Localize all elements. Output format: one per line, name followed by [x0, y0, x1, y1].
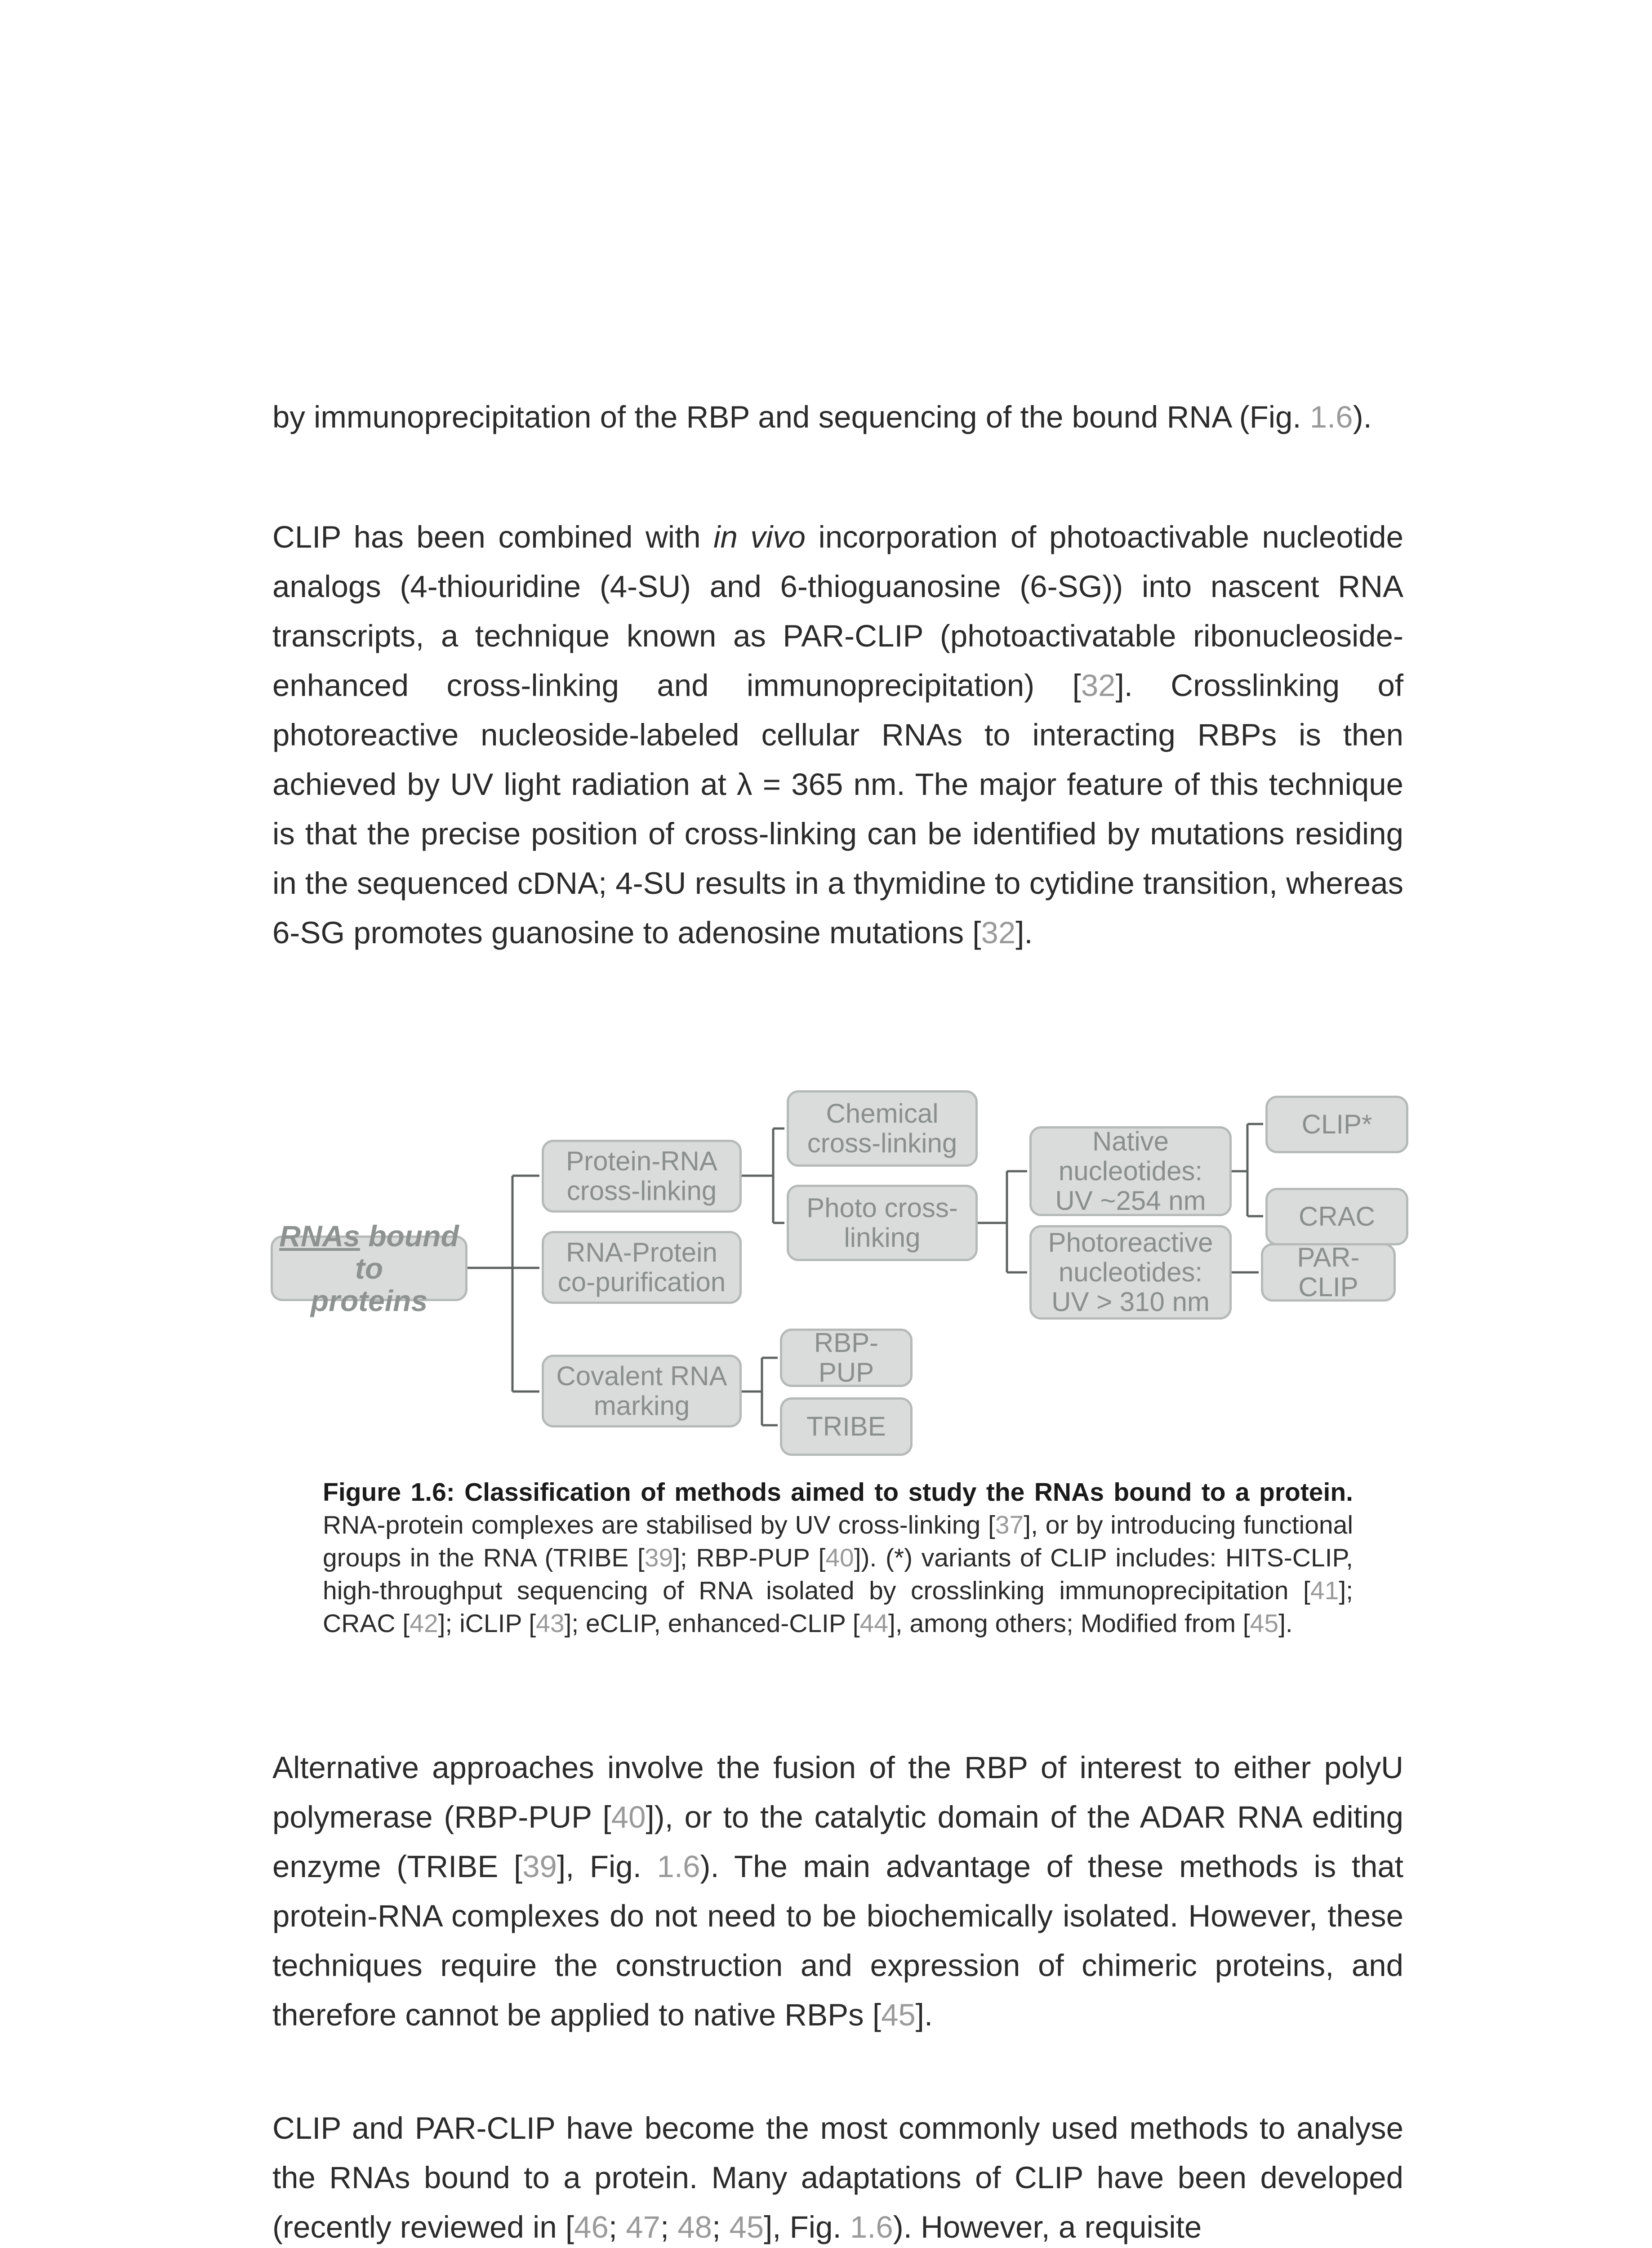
node-tribe — [780, 1397, 913, 1456]
root-label-underlined: RNAs — [279, 1219, 360, 1253]
figure-ref[interactable]: 1.6 — [850, 2210, 893, 2244]
citation-ref[interactable]: 40 — [611, 1800, 646, 1834]
node-protein-rna-cross-linking — [542, 1140, 742, 1213]
text: CLIP and PAR-CLIP have become the most commonly used methods to analyse the RNAs bound to a protein. Many adaptations of CLIP have been developed (recently reviewed in [ — [272, 2111, 1403, 2244]
node-label: Native nucleotides: UV ~254 nm — [1055, 1126, 1206, 1216]
node-label: Photoreactive nucleotides: UV > 310 nm — [1048, 1227, 1213, 1317]
text: RNA-protein complexes are stabilised by UV cross-linking [ — [323, 1511, 995, 1539]
text: ]. — [1278, 1609, 1293, 1638]
citation-ref[interactable]: 32 — [981, 915, 1016, 950]
citation-ref[interactable]: 47 — [626, 2210, 660, 2244]
text: ; — [660, 2210, 678, 2244]
paragraph-2 — [272, 513, 1403, 958]
node-crac — [1265, 1188, 1408, 1245]
text: by immunoprecipitation of the RBP and sequencing of the bound RNA (Fig. — [272, 400, 1310, 434]
node-label: Chemical cross-linking — [807, 1098, 957, 1158]
citation-ref[interactable]: 44 — [859, 1609, 888, 1638]
citation-ref[interactable]: 40 — [825, 1543, 854, 1572]
text: ]; eCLIP, enhanced-CLIP [ — [564, 1609, 860, 1638]
methods-classification-diagram — [270, 1070, 1412, 1466]
text: ). The main advantage of these methods is that protein-RNA complexes do not need to be biochemically isolated. However, these techniques require the construction and expression of chimeric proteins, and therefore cannot be applied to native RBPs [ — [272, 1849, 1403, 2032]
paragraph-4 — [272, 2104, 1403, 2248]
text: ]. — [915, 1998, 933, 2032]
node-label: Covalent RNA marking — [556, 1361, 727, 1421]
node-label: CRAC — [1298, 1201, 1375, 1231]
citation-ref[interactable]: 39 — [522, 1849, 557, 1884]
text: incorporation of photoactivable nucleotide analogs (4-thiouridine (4-SU) and 6-thioguanosine (6-SG)) into nascent RNA transcripts, a technique known as PAR-CLIP (photoactivatable ribonucleoside-enhanced cross-linking and immunoprecipitation) [ — [272, 520, 1403, 703]
figure-ref[interactable]: 1.6 — [657, 1849, 700, 1884]
text: ]. Crosslinking of photoreactive nucleoside-labeled cellular RNAs to interacting RBPs is then achieved by UV light radiation at λ = 365 nm. The major feature of this technique is that the precise position of cross-linking can be identified by mutations residing in the sequenced cDNA; 4-SU results in a thymidine to cytidine transition, whereas 6-SG promotes guanosine to adenosine mutations [ — [272, 668, 1403, 950]
node-par-clip — [1261, 1243, 1396, 1302]
citation-ref[interactable]: 45 — [881, 1998, 916, 2032]
text: ]; RBP-PUP [ — [673, 1543, 826, 1572]
root-label: bound to — [355, 1219, 459, 1285]
node-label: PAR-CLIP — [1297, 1242, 1360, 1302]
text: ]. — [1015, 915, 1033, 950]
text: ], among others; Modified from [ — [888, 1609, 1250, 1638]
node-photoreactive-nucleotides — [1029, 1225, 1232, 1320]
citation-ref[interactable]: 45 — [729, 2210, 764, 2244]
text: ]). (*) variants of CLIP includes: HITS-CLIP, high-throughput sequencing of RNA isolated by crosslinking immunoprecipitation [ — [323, 1543, 1353, 1605]
figure-caption — [323, 1476, 1353, 1640]
citation-ref[interactable]: 42 — [410, 1609, 438, 1638]
text: ], Fig. — [764, 2210, 850, 2244]
node-label: Protein-RNA cross-linking — [566, 1146, 717, 1206]
node-rbp-pup — [780, 1329, 913, 1387]
node-label: Photo cross-linking — [806, 1193, 958, 1253]
node-clip — [1265, 1096, 1408, 1153]
node-native-nucleotides — [1029, 1126, 1232, 1216]
citation-ref[interactable]: 46 — [574, 2210, 609, 2244]
citation-ref[interactable]: 37 — [995, 1511, 1024, 1539]
node-label: RNA-Protein co-purification — [557, 1237, 726, 1297]
figure-ref[interactable]: 1.6 — [1309, 400, 1353, 434]
text: Alternative approaches involve the fusion of the RBP of interest to either polyU polymerase (RBP-PUP [ — [272, 1750, 1403, 1834]
citation-ref[interactable]: 45 — [1250, 1609, 1279, 1638]
paragraph-1 — [272, 393, 1403, 442]
text: ; — [608, 2210, 626, 2244]
italic-text: in vivo — [713, 520, 806, 554]
text: ). — [1353, 400, 1372, 434]
text: ; — [712, 2210, 730, 2244]
text: CLIP has been combined with — [272, 520, 714, 554]
citation-ref[interactable]: 41 — [1310, 1576, 1339, 1605]
citation-ref[interactable]: 32 — [1081, 668, 1116, 703]
text: ]; iCLIP [ — [438, 1609, 536, 1638]
node-label: TRIBE — [806, 1411, 886, 1441]
node-photo-cross-linking — [787, 1185, 978, 1261]
paragraph-3 — [272, 1743, 1403, 2040]
text: ]; CRAC [ — [323, 1576, 1353, 1638]
text: ]), or to the catalytic domain of the ADAR RNA editing enzyme (TRIBE [ — [272, 1800, 1403, 1884]
node-rnas-bound-to-proteins — [271, 1219, 468, 1317]
caption-title: Figure 1.6: Classification of methods aimed to study the RNAs bound to a protein. — [323, 1478, 1353, 1507]
node-label: RBP-PUP — [814, 1328, 879, 1387]
text: ], Fig. — [557, 1849, 657, 1884]
text: ). However, a requisite — [893, 2210, 1202, 2244]
citation-ref[interactable]: 39 — [644, 1543, 673, 1572]
root-label-line2: proteins — [310, 1284, 428, 1317]
node-label: CLIP* — [1301, 1109, 1372, 1139]
node-covalent-rna-marking — [542, 1355, 742, 1427]
text: ], or by introducing functional groups in the RNA (TRIBE [ — [323, 1511, 1353, 1572]
node-chemical-cross-linking — [787, 1090, 978, 1167]
citation-ref[interactable]: 48 — [677, 2210, 712, 2244]
citation-ref[interactable]: 43 — [536, 1609, 565, 1638]
node-rna-protein-co-purification — [542, 1231, 742, 1304]
